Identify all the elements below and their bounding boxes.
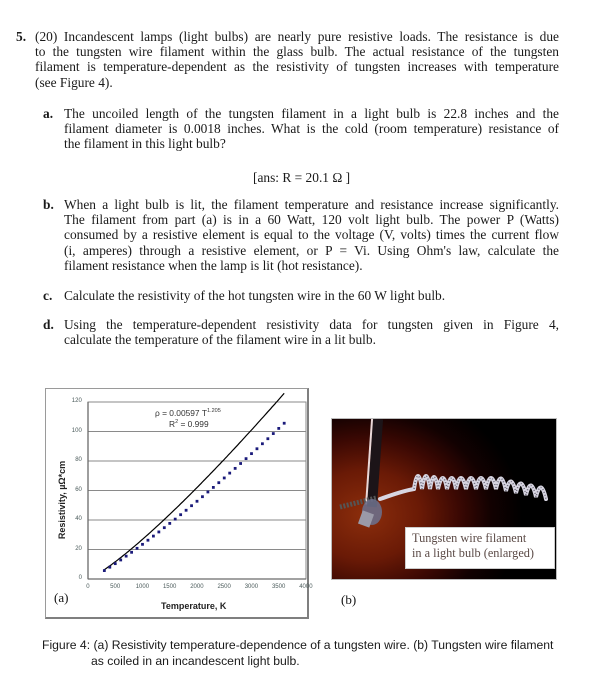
part-b-line: filament resistance when the lamp is lit (hot resistance).: [64, 257, 363, 273]
part-b-text: [64, 197, 559, 273]
y-tick-label: 60: [75, 486, 82, 493]
part-c-label: c.: [43, 288, 53, 303]
part-a-line: The uncoiled length of the tungsten filament in a light bulb is 22.8 inches and the: [64, 106, 559, 121]
y-tick-label: 80: [75, 457, 82, 463]
part-b-line: The filament from part (a) is in a 60 Watt, 120 volt light bulb. The power P (Watts): [64, 212, 559, 228]
part-d-line: Using the temperature-dependent resistivity data for tungsten given in Figure 4,: [64, 317, 559, 332]
y-tick-label: 40: [75, 516, 82, 522]
part-d-label: d.: [43, 317, 54, 332]
figure-caption-line-2: as coiled in an incandescent light bulb.: [91, 654, 300, 668]
filament-photo: [331, 418, 557, 580]
problem-intro: [35, 29, 559, 90]
r-squared: $R^2 = 0.999$: [169, 419, 209, 429]
x-tick-label: 4000: [299, 584, 313, 590]
part-a-answer: [ans: R = 20.1 Ω ]: [253, 170, 351, 185]
x-tick-label: 1000: [135, 584, 150, 590]
y-axis-title: Resistivity, µΩ*cm: [57, 460, 67, 540]
y-tick-label: 120: [71, 398, 82, 404]
intro-line: (20) Incandescent lamps (light bulbs) are nearly pure resistive loads. The resistance is due: [35, 29, 559, 44]
y-tick-label: 0: [78, 575, 82, 581]
photo-caption-line: Tungsten wire filament: [412, 531, 527, 545]
part-b-line: (i, amperes) through a resistive element, or P = Vi. Using Ohm's law, calculate the: [64, 242, 559, 258]
intro-line: (see Figure 4).: [35, 74, 113, 90]
y-tick-label: 20: [75, 545, 82, 552]
part-a-text: [64, 106, 559, 152]
intro-line: to the tungsten wire filament within the glass bulb. The actual resistance of the tungsten: [35, 44, 559, 60]
part-c-text: [64, 288, 559, 303]
problem-number: 5.: [16, 29, 27, 44]
panel-a-label: (a): [54, 590, 69, 605]
part-a-line: filament diameter is 0.0018 inches. What is the cold (room temperature) resistance of: [64, 121, 559, 137]
part-a-line: the filament in this light bulb?: [64, 136, 226, 152]
x-tick-label: 3500: [271, 584, 286, 590]
photo-caption-box: [405, 527, 555, 569]
part-c-line: Calculate the resistivity of the hot tungsten wire in the 60 W light bulb.: [64, 288, 446, 303]
photo-caption-line: in a light bulb (enlarged): [412, 545, 535, 560]
x-tick-label: 3000: [244, 584, 259, 590]
figure-caption-line-1: Figure 4: (a) Resistivity temperature-dependence of a tungsten wire. (b) Tungsten wire filament: [42, 638, 554, 652]
part-b-line: consumed by a resistive element is equal to the voltage (V, volts) times the current flow: [64, 227, 559, 243]
panel-b-label: (b): [341, 592, 357, 607]
x-tick-label: 500: [110, 584, 121, 590]
part-b-label: b.: [43, 197, 54, 212]
part-b-line: When a light bulb is lit, the filament temperature and resistance increase significantly.: [64, 197, 559, 212]
fit-equation: ρ = 0.00597 $T^{1.205}$: [155, 408, 221, 418]
intro-line: filament is temperature-dependent as the resistivity of tungsten increases with temperature: [35, 59, 559, 75]
x-tick-label: 2500: [217, 584, 231, 590]
resistivity-chart: [45, 388, 313, 619]
part-d-line: calculate the temperature of the filament wire in a lit bulb.: [64, 332, 376, 348]
part-d-text: [64, 317, 559, 347]
x-tick-label: 2000: [190, 584, 204, 590]
y-tick-label: 100: [71, 427, 82, 434]
x-tick-label: 1500: [162, 584, 177, 590]
x-tick-label: 0: [86, 584, 90, 590]
x-axis-title: Temperature, K: [161, 601, 227, 611]
part-a-label: a.: [43, 106, 54, 121]
